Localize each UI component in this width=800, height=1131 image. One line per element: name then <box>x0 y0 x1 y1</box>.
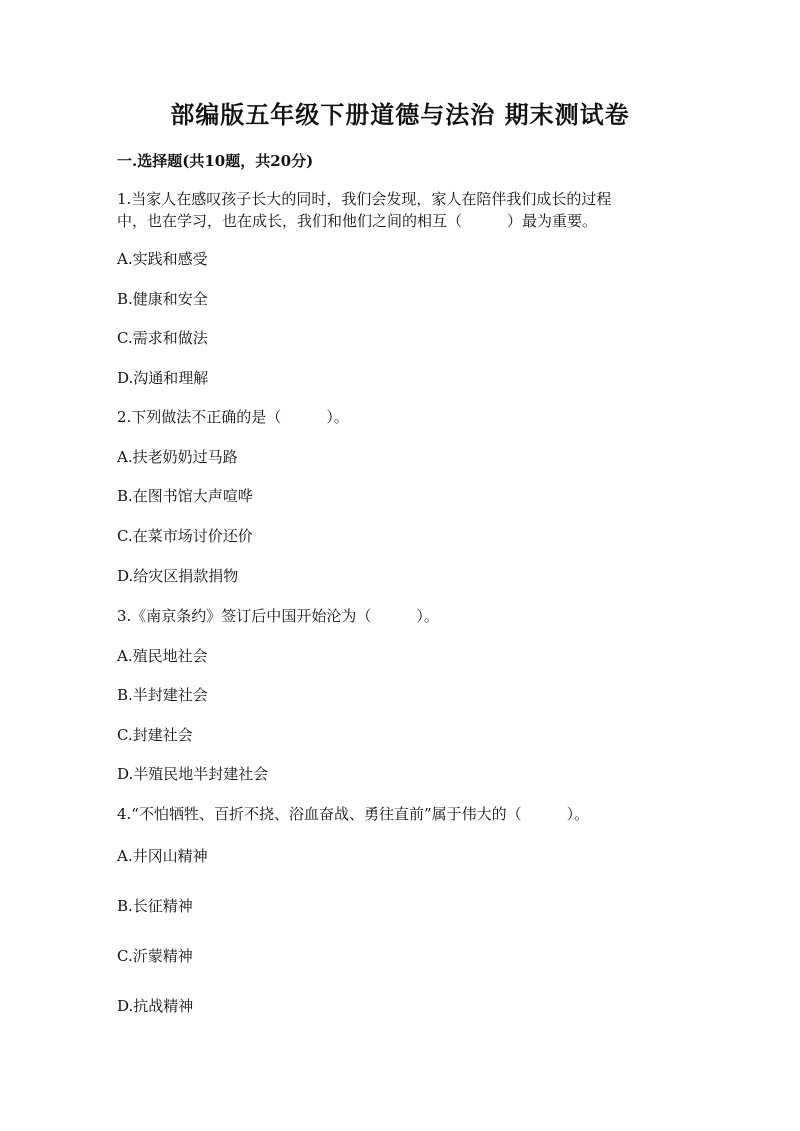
section-heading: 一.选择题(共10题，共20分) <box>117 152 314 170</box>
question-1-option-c: C.需求和做法 <box>117 329 208 347</box>
question-3-option-c: C.封建社会 <box>117 726 193 744</box>
question-1-stem-line-2: 中，也在学习，也在成长，我们和他们之间的相互（ ）最为重要。 <box>117 212 598 230</box>
question-1-option-d: D.沟通和理解 <box>117 369 209 387</box>
question-2-option-a: A.扶老奶奶过马路 <box>117 448 238 466</box>
question-3-option-b: B.半封建社会 <box>117 686 208 704</box>
question-4-stem: 4.“不怕牺牲、百折不挠、浴血奋战、勇往直前”属于伟大的（ ）。 <box>117 805 590 823</box>
question-2-option-c: C.在菜市场讨价还价 <box>117 527 253 545</box>
page-title: 部编版五年级下册道德与法治 期末测试卷 <box>170 100 630 129</box>
question-2-option-b: B.在图书馆大声喧哗 <box>117 487 253 505</box>
question-4-option-d: D.抗战精神 <box>117 997 194 1015</box>
question-1-option-a: A.实践和感受 <box>117 250 208 268</box>
question-3-option-d: D.半殖民地半封建社会 <box>117 765 269 783</box>
question-4-option-b: B.长征精神 <box>117 897 193 915</box>
question-1-option-b: B.健康和安全 <box>117 290 208 308</box>
question-3-option-a: A.殖民地社会 <box>117 647 208 665</box>
question-4-option-c: C.沂蒙精神 <box>117 947 193 965</box>
question-4-option-a: A.井冈山精神 <box>117 847 208 865</box>
question-2-option-d: D.给灾区捐款捐物 <box>117 567 239 585</box>
question-2-stem: 2.下列做法不正确的是（ ）。 <box>117 408 349 426</box>
question-1-stem-line-1: 1.当家人在感叹孩子长大的同时，我们会发现，家人在陪伴我们成长的过程 <box>117 190 612 208</box>
question-3-stem: 3.《南京条约》签订后中国开始沦为（ ）。 <box>117 607 439 625</box>
